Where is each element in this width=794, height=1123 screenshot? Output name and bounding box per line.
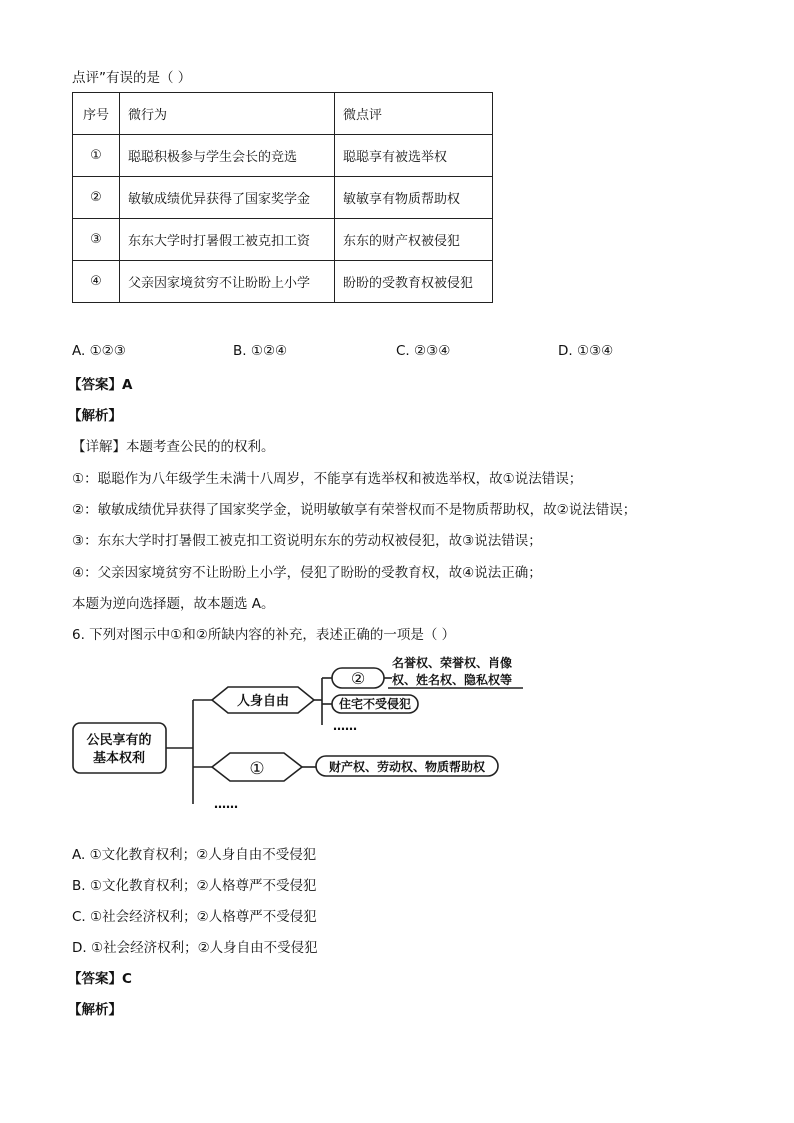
q5-option-d: D. ①③④ [558,343,614,359]
q6-option-a: A. ①文化教育权利；②人身自由不受侵犯 [72,847,317,863]
q5-option-b: B. ①②④ [233,343,288,359]
root-dots: …… [214,797,238,811]
blank-1-label: ① [249,759,265,779]
q6-analysis-label: 【解析】 [68,1002,122,1018]
sub-dots: …… [333,719,357,733]
q5-detail-line: ②：敏敏成绩优异获得了国家奖学金，说明敏敏享有荣誉权而不是物质帮助权，故②说法错误； [72,502,637,518]
q6-option-d: D. ①社会经济权利；②人身自由不受侵犯 [72,940,318,956]
table-cell: 聪聪享有被选举权 [335,135,493,177]
q5-analysis-label: 【解析】 [68,408,122,424]
table-cell: 盼盼的受教育权被侵犯 [335,261,493,303]
residence-label: 住宅不受侵犯 [338,697,412,711]
table-cell: ② [73,177,120,219]
root-line-1: 公民享有的 [86,733,152,748]
blank-2-label: ② [350,669,366,688]
table-cell: ③ [73,219,120,261]
table-cell: ① [73,135,120,177]
q5-detail-line: ①：聪聪作为八年级学生未满十八周岁，不能享有选举权和被选举权，故①说法错误； [72,471,583,487]
q6-answer: 【答案】C [68,971,132,987]
q6-stem: 6. 下列对图示中①和②所缺内容的补充，表述正确的一项是（ ） [72,627,456,643]
header-cell: 微点评 [335,93,493,135]
q6-option-b: B. ①文化教育权利；②人格尊严不受侵犯 [72,878,317,894]
branch-personal-freedom: 人身自由 [236,694,290,709]
q6-option-c: C. ①社会经济权利；②人格尊严不受侵犯 [72,909,317,925]
header-cell: 序号 [73,93,120,135]
sub-top-note-line-1: 名誉权、荣誉权、肖像 [392,656,513,670]
table-cell: 父亲因家境贫穷不让盼盼上小学 [120,261,335,303]
q5-detail-line: ③：东东大学时打暑假工被克扣工资说明东东的劳动权被侵犯，故③说法错误； [72,533,542,549]
table-cell: 敏敏享有物质帮助权 [335,177,493,219]
q5-detail-line: 本题为逆向选择题，故本题选 A。 [72,596,275,612]
q5-detail-line: ④：父亲因家境贫穷不让盼盼上小学，侵犯了盼盼的受教育权，故④说法正确； [72,565,542,581]
sub-top-note-line-2: 权、姓名权、隐私权等 [392,673,513,687]
table-cell: 敏敏成绩优异获得了国家奖学金 [120,177,335,219]
table-cell: 东东大学时打暑假工被克扣工资 [120,219,335,261]
q5-option-c: C. ②③④ [396,343,451,359]
table-cell: 东东的财产权被侵犯 [335,219,493,261]
q5-option-a: A. ①②③ [72,343,126,359]
q5-answer: 【答案】A [68,377,133,393]
table-cell: 聪聪积极参与学生会长的竞选 [120,135,335,177]
q5-stem-tail: 点评”有误的是（ ） [72,70,192,86]
root-line-2: 基本权利 [92,751,146,766]
property-rights-label: 财产权、劳动权、物质帮助权 [328,760,486,774]
table-cell: ④ [73,261,120,303]
header-cell: 微行为 [120,93,335,135]
q5-detail-line: 【详解】本题考查公民的的权利。 [72,439,275,455]
